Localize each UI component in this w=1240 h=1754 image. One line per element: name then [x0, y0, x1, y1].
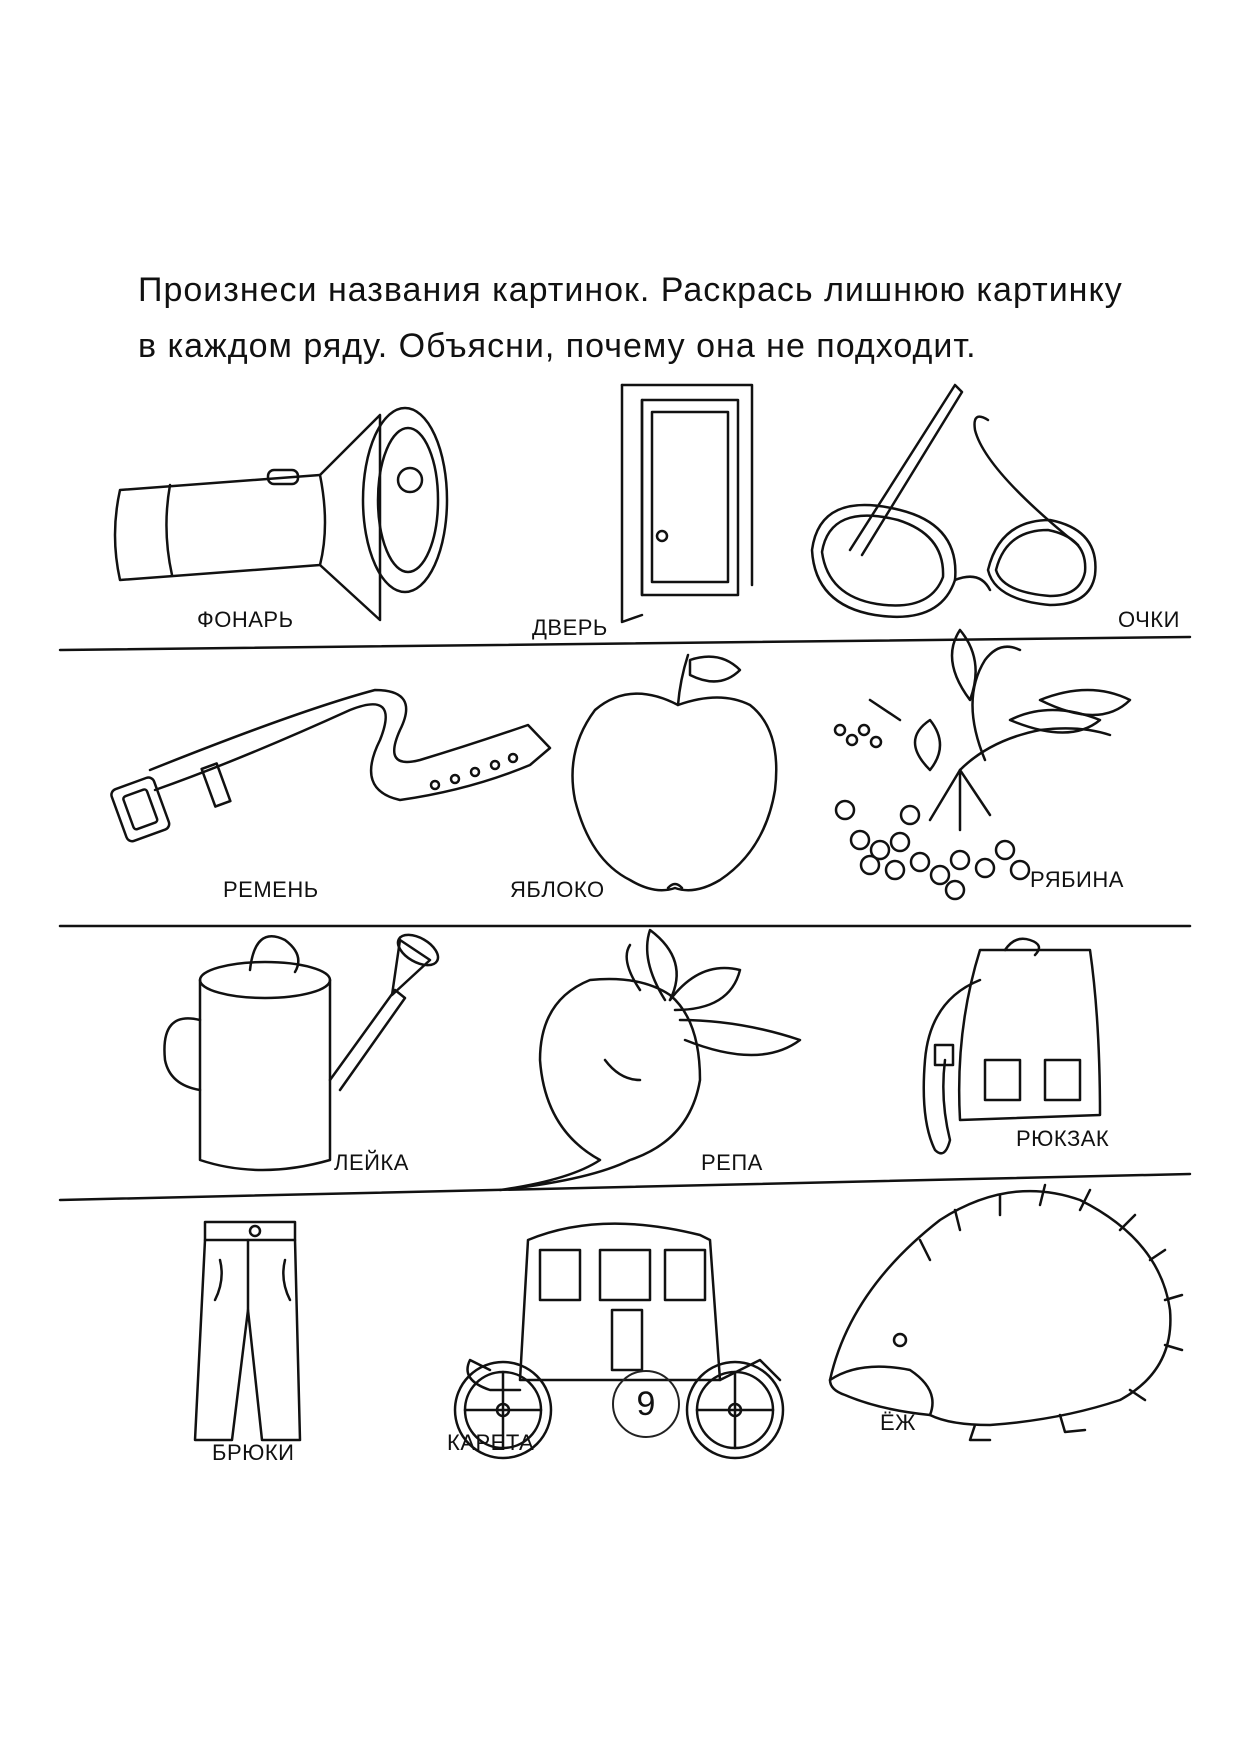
- backpack-icon[interactable]: [924, 939, 1100, 1154]
- trousers-icon[interactable]: [195, 1222, 300, 1440]
- item-label: ФОНАРЬ: [197, 607, 294, 632]
- item-label: РЮКЗАК: [1016, 1126, 1110, 1151]
- apple-icon[interactable]: [573, 655, 777, 890]
- item-label: ЁЖ: [880, 1410, 916, 1435]
- item-label: ЛЕЙКА: [334, 1150, 409, 1175]
- item-label: РЕМЕНЬ: [223, 877, 319, 902]
- instruction-line-2: в каждом ряду. Объясни, почему она не подходит.: [138, 327, 977, 365]
- glasses-icon[interactable]: [812, 385, 1095, 617]
- item-label: ЯБЛОКО: [510, 877, 605, 902]
- item-label: РЕПА: [701, 1150, 763, 1175]
- item-label: ОЧКИ: [1118, 607, 1180, 632]
- watering-can-icon[interactable]: [164, 929, 443, 1170]
- item-label: БРЮКИ: [212, 1440, 295, 1465]
- item-label: ДВЕРЬ: [532, 615, 608, 640]
- hedgehog-icon[interactable]: [830, 1185, 1182, 1440]
- row-divider: [60, 637, 1190, 650]
- row-divider: [60, 1174, 1190, 1200]
- instruction-line-1: Произнеси названия картинок. Раскрась лишнюю картинку: [138, 271, 1123, 309]
- flashlight-icon[interactable]: [115, 408, 447, 620]
- door-icon[interactable]: [622, 385, 752, 622]
- item-label: КАРЕТА: [447, 1430, 535, 1455]
- page-number: 9: [612, 1370, 680, 1438]
- rowan-icon[interactable]: [835, 630, 1130, 899]
- item-label: РЯБИНА: [1030, 867, 1124, 892]
- belt-icon[interactable]: [110, 690, 550, 843]
